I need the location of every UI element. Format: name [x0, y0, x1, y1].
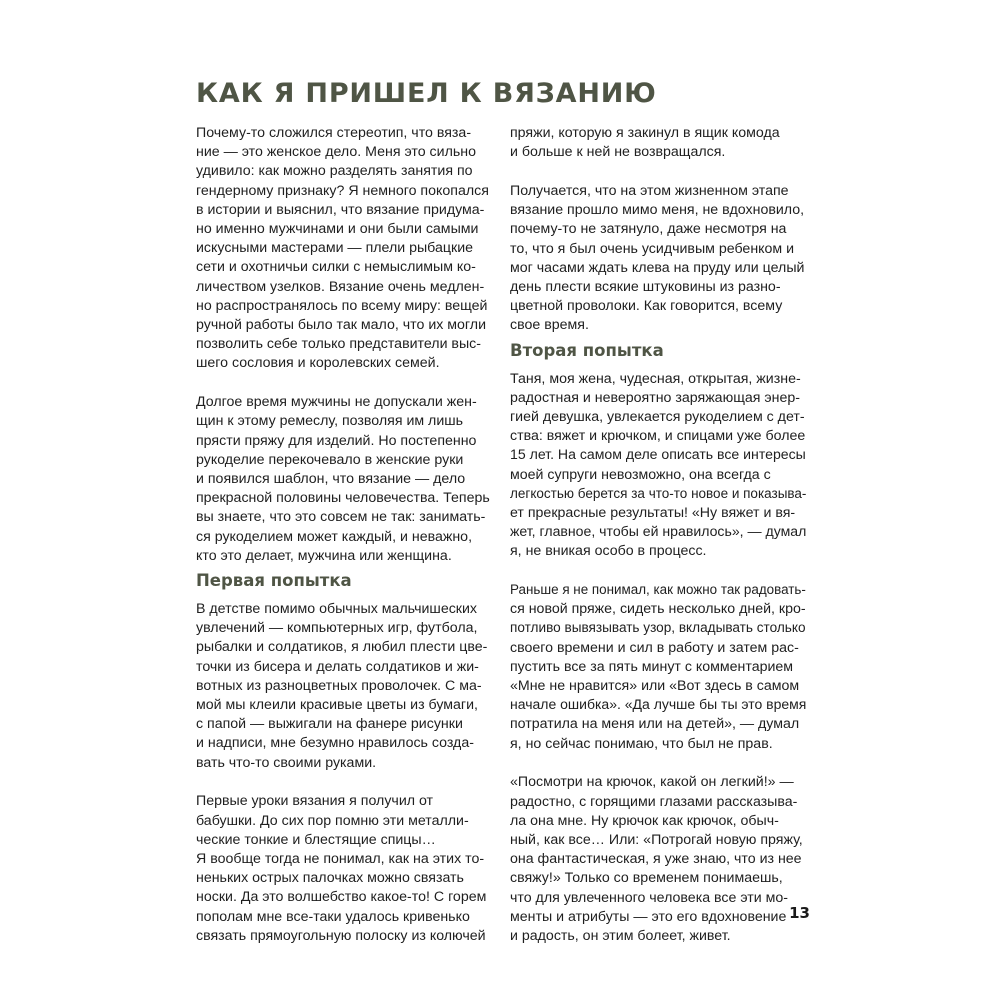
body-paragraph: [510, 773, 806, 946]
text-line: жет, главное, чтобы ей нравилось», — думал: [510, 524, 807, 541]
text-line: носки. Да это волшебство какое-то! С горем: [196, 889, 487, 906]
left-column: [196, 124, 492, 946]
body-paragraph: [510, 124, 806, 162]
text-line: удивило: как можно разделять занятия по: [196, 163, 473, 180]
text-line: Первые уроки вязания я получил от: [196, 793, 434, 810]
text-line: цветной проволоки. Как говорится, всему: [510, 298, 783, 315]
text-line: прясти пряжу для изделий. Но постепенно: [196, 432, 477, 449]
text-line: рыбалки и солдатиков, я любил плести цве-: [196, 639, 488, 656]
text-line: своего времени и сил в работу и затем рас-: [510, 639, 799, 656]
text-line: ся новой пряже, сидеть несколько дней, кро-: [510, 601, 806, 618]
paragraph-gap: [196, 773, 492, 793]
text-line: Я вообще тогда не понимал, как на этих то-: [196, 850, 485, 867]
text-line: ный, как все… Или: «Потрогай новую пряжу,: [510, 832, 803, 848]
paragraph-gap: [196, 374, 492, 394]
text-line: но именно мужчинами и они были самыми: [196, 221, 479, 238]
text-line: неньких острых палочках можно связать: [196, 870, 464, 887]
text-line: «Мне не нравится» или «Вот здесь в самом: [510, 678, 800, 695]
text-line: связать прямоугольную полоску из колючей: [196, 927, 486, 944]
text-line: почему-то не затянуло, даже несмотря на: [510, 221, 787, 238]
text-line: увлечений — компьютерных игр, футбола,: [196, 620, 478, 637]
body-paragraph: [196, 600, 492, 773]
text-line: пряжи, которую я закинул в ящик комода: [510, 125, 780, 141]
text-line: рукоделие перекочевало в женские руки: [196, 451, 464, 468]
text-line: Раньше я не понимал, как можно так радовать-: [510, 582, 806, 599]
text-line: вы знаете, что это совсем не так: занимать-: [196, 509, 486, 526]
text-line: прекрасной половины человечества. Теперь: [196, 490, 490, 507]
text-line: 15 лет. На самом деле описать все интересы: [510, 447, 806, 464]
body-paragraph: [196, 124, 492, 374]
text-line: и появился шаблон, что вязание — дело: [196, 470, 466, 487]
paragraph-gap: [510, 754, 806, 774]
text-line: ет прекрасные результаты! «Ну вяжет и вя-: [510, 504, 796, 521]
text-line: то, что я был очень усидчивым ребенком и: [510, 240, 795, 257]
text-line: моей супруги невозможно, она всегда с: [510, 466, 771, 483]
text-line: ческие тонкие и блестящие спицы…: [196, 831, 436, 848]
text-line: радостно, с горящими глазами рассказыва-: [510, 793, 798, 810]
text-line: день плести всякие штуковины из разно-: [510, 278, 781, 295]
page-title: КАК Я ПРИШЕЛ К ВЯЗАНИЮ: [196, 78, 657, 109]
text-line: вотных из разноцветных проволочек. С ма-: [196, 677, 482, 694]
text-line: свое время.: [510, 317, 589, 334]
text-line: и больше к ней не возвращался.: [510, 144, 726, 161]
text-line: ства: вяжет и крючком, и спицами уже более: [510, 428, 806, 445]
text-line: свяжу!» Только со временем понимаешь,: [510, 870, 783, 887]
text-line: Получается, что на этом жизненном этапе: [510, 182, 789, 199]
paragraph-gap: [510, 162, 806, 182]
text-line: она фантастическая, я уже знаю, что из нее: [510, 851, 802, 868]
text-line: искусными мастерами — плели рыбацкие: [196, 240, 474, 257]
text-line: «Посмотри на крючок, какой он легкий!» —: [510, 774, 794, 791]
section-heading: Вторая попытка: [510, 340, 664, 360]
text-line: гендерному признаку? Я немного покопался: [196, 182, 489, 199]
text-line: В детстве помимо обычных мальчишеских: [196, 600, 478, 617]
text-line: ние — это женское дело. Меня это сильно: [196, 144, 476, 161]
body-paragraph: [196, 393, 492, 566]
text-line: точки из бисера и делать солдатиков и жи-: [196, 658, 479, 675]
text-line: что для увлеченного человека все эти мо-: [510, 889, 789, 906]
text-line: в истории и выяснил, что вязание придума-: [196, 201, 485, 218]
text-line: но распространялось по всему миру: вещей: [196, 297, 488, 314]
text-line: щин к этому ремеслу, позволяя им лишь: [196, 413, 464, 430]
body-paragraph: [510, 182, 806, 336]
page-number: 13: [789, 904, 810, 922]
text-line: пополам мне все-таки удалось кривенько: [196, 908, 470, 925]
text-line: с папой — выжигали на фанере рисунки: [196, 716, 463, 733]
text-line: личеством узелков. Вязание очень медлен-: [196, 278, 485, 295]
text-line: ла она мне. Ну крючок как крючок, обыч-: [510, 812, 779, 829]
text-line: позволить себе только представители выс-: [196, 336, 481, 353]
text-line: вязание прошло мимо меня, не вдохновило,: [510, 202, 805, 219]
text-line: гией девушка, увлекается рукоделием с дет-: [510, 408, 805, 425]
body-paragraph: [510, 370, 806, 562]
text-line: и радость, он этим болеет, живет.: [510, 928, 731, 945]
text-line: шего сословия и королевских семей.: [196, 355, 440, 372]
text-line: я, но сейчас понимаю, что был не прав.: [510, 735, 773, 752]
text-line: я, не вникая особо в процесс.: [510, 543, 707, 560]
text-line: радостная и невероятно заряжающая энер-: [510, 389, 800, 406]
text-line: Долгое время мужчины не допускали жен-: [196, 394, 477, 411]
text-line: менты и атрибуты — это его вдохновение: [510, 908, 787, 925]
text-line: мог часами ждать клева на пруду или целый: [510, 259, 805, 276]
section-heading: Первая попытка: [196, 570, 352, 590]
text-line: сети и охотничьи силки с немыслимым ко-: [196, 259, 476, 276]
text-line: Таня, моя жена, чудесная, открытая, жизне-: [510, 370, 801, 387]
right-column: [510, 124, 806, 946]
body-paragraph: [196, 792, 492, 946]
text-line: бабушки. До сих пор помню эти металли-: [196, 812, 469, 829]
text-line: ручной работы было так мало, что их могли: [196, 317, 486, 334]
text-line: потливо вывязывать узор, вкладывать столько: [510, 620, 806, 637]
text-line: легкостью берется за что-то новое и показыва-: [510, 485, 807, 502]
text-line: потратила на меня или на детей», — думал: [510, 716, 800, 733]
text-line: ся рукоделием может каждый, и неважно,: [196, 528, 473, 545]
text-line: Почему-то сложился стереотип, что вяза-: [196, 125, 472, 141]
text-line: начале ошибка». «Да лучше бы ты это время: [510, 697, 807, 714]
text-line: и надписи, мне безумно нравилось созда-: [196, 735, 474, 752]
text-line: кто это делает, мужчина или женщина.: [196, 547, 452, 564]
body-paragraph: [510, 581, 806, 754]
text-line: пустить все за пять минут с комментарием: [510, 658, 794, 675]
paragraph-gap: [510, 562, 806, 582]
text-line: вать что-то своими руками.: [196, 754, 377, 771]
text-line: мой мы клеили красивые цветы из бумаги,: [196, 696, 478, 713]
